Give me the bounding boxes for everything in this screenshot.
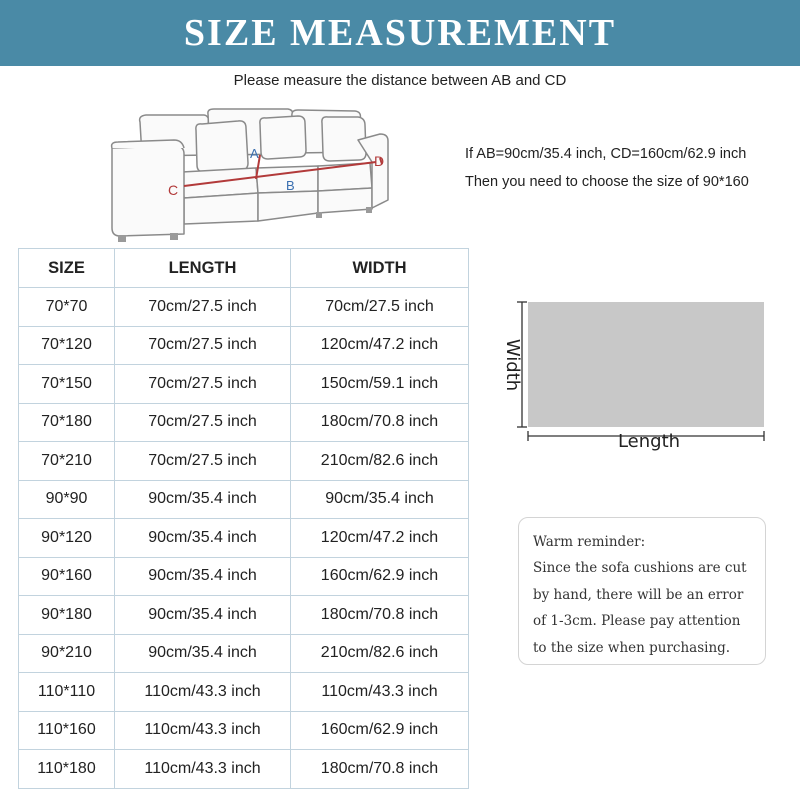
header-width: WIDTH [291, 249, 469, 288]
sofa-illustration [100, 100, 420, 245]
size-cell: 90*90 [19, 480, 115, 519]
width-label: Width [502, 338, 523, 392]
width-cell: 160cm/62.9 inch [291, 557, 469, 596]
example-choice: Then you need to choose the size of 90*160 [465, 174, 749, 190]
size-cell: 70*150 [19, 365, 115, 404]
length-cell: 70cm/27.5 inch [115, 288, 291, 327]
length-cell: 110cm/43.3 inch [115, 711, 291, 750]
reminder-line: to the size when purchasing. [533, 639, 731, 656]
length-cell: 70cm/27.5 inch [115, 442, 291, 481]
table-row [19, 365, 469, 404]
sofa-label-d: D [374, 153, 385, 169]
size-cell: 70*180 [19, 403, 115, 442]
table-row [19, 711, 469, 750]
length-cell: 110cm/43.3 inch [115, 673, 291, 712]
reminder-line: by hand, there will be an error [533, 586, 744, 603]
table-header-row [19, 249, 469, 288]
length-cell: 110cm/43.3 inch [115, 750, 291, 789]
size-cell: 90*160 [19, 557, 115, 596]
width-cell: 210cm/82.6 inch [291, 634, 469, 673]
table-row [19, 288, 469, 327]
table-row [19, 673, 469, 712]
sofa-label-c: C [168, 182, 179, 198]
warm-reminder-box [518, 517, 766, 665]
width-cell: 120cm/47.2 inch [291, 519, 469, 558]
header-size: SIZE [19, 249, 115, 288]
table-row [19, 557, 469, 596]
table-row [19, 634, 469, 673]
table-row [19, 442, 469, 481]
size-cell: 110*110 [19, 673, 115, 712]
page-title: SIZE MEASUREMENT [183, 12, 617, 54]
width-cell: 120cm/47.2 inch [291, 326, 469, 365]
size-cell: 110*180 [19, 750, 115, 789]
length-cell: 90cm/35.4 inch [115, 480, 291, 519]
width-cell: 210cm/82.6 inch [291, 442, 469, 481]
width-cell: 150cm/59.1 inch [291, 365, 469, 404]
size-table [18, 248, 469, 789]
width-cell: 70cm/27.5 inch [291, 288, 469, 327]
reminder-title: Warm reminder: [533, 534, 646, 550]
size-cell: 90*210 [19, 634, 115, 673]
reminder-line: Since the sofa cushions are cut [533, 560, 747, 577]
table-row [19, 326, 469, 365]
size-cell: 70*210 [19, 442, 115, 481]
reminder-line: of 1-3cm. Please pay attention [533, 613, 741, 630]
width-cell: 180cm/70.8 inch [291, 750, 469, 789]
length-cell: 90cm/35.4 inch [115, 519, 291, 558]
size-cell: 90*180 [19, 596, 115, 635]
title-banner [0, 0, 800, 66]
table-row [19, 519, 469, 558]
length-cell: 90cm/35.4 inch [115, 634, 291, 673]
length-cell: 70cm/27.5 inch [115, 326, 291, 365]
length-cell: 70cm/27.5 inch [115, 365, 291, 404]
sofa-label-a: A [250, 146, 259, 161]
header-length: LENGTH [115, 249, 291, 288]
table-row [19, 480, 469, 519]
size-cell: 110*160 [19, 711, 115, 750]
size-cell: 90*120 [19, 519, 115, 558]
example-measurement: If AB=90cm/35.4 inch, CD=160cm/62.9 inch [465, 146, 747, 162]
width-cell: 180cm/70.8 inch [291, 403, 469, 442]
length-label: Length [617, 431, 681, 452]
width-cell: 160cm/62.9 inch [291, 711, 469, 750]
width-cell: 90cm/35.4 inch [291, 480, 469, 519]
cushion-rect [528, 302, 764, 427]
sofa-label-b: B [286, 178, 295, 193]
size-cell: 70*120 [19, 326, 115, 365]
length-cell: 90cm/35.4 inch [115, 596, 291, 635]
table-row [19, 750, 469, 789]
size-cell: 70*70 [19, 288, 115, 327]
cushion-dimension-diagram [500, 295, 775, 460]
length-cell: 70cm/27.5 inch [115, 403, 291, 442]
measure-instruction: Please measure the distance between AB and CD [233, 72, 567, 89]
width-cell: 180cm/70.8 inch [291, 596, 469, 635]
length-cell: 90cm/35.4 inch [115, 557, 291, 596]
width-cell: 110cm/43.3 inch [291, 673, 469, 712]
table-row [19, 596, 469, 635]
table-row [19, 403, 469, 442]
